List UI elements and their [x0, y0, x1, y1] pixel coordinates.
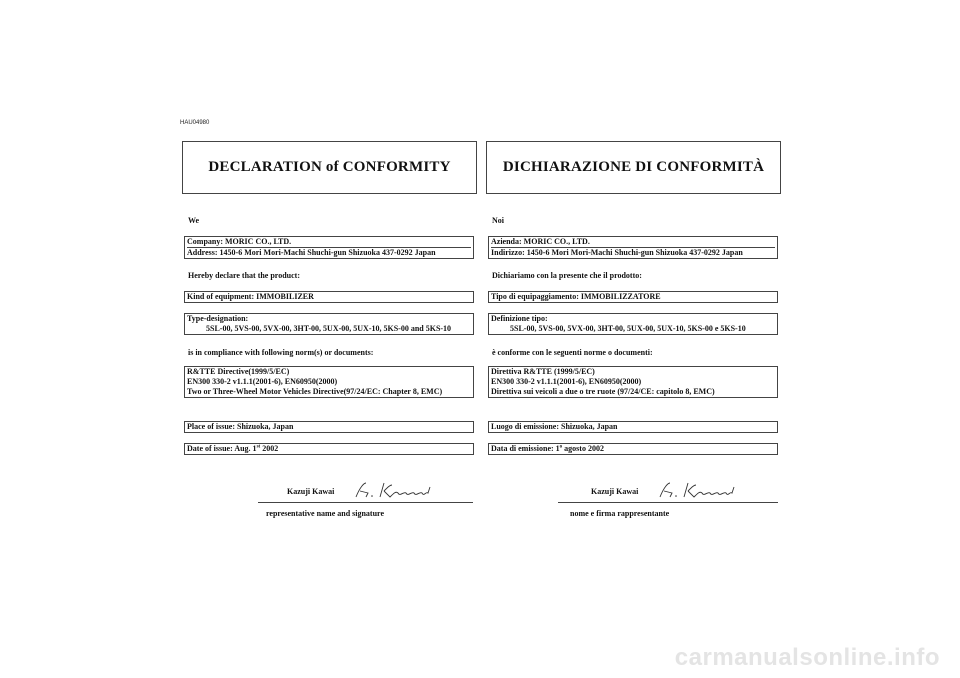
equipment-box — [488, 291, 778, 303]
compliance-text: is in compliance with following norm(s) or documents: — [188, 348, 374, 357]
equipment-line: Kind of equipment: IMMOBILIZER — [187, 292, 314, 301]
signature-caption: representative name and signature — [266, 509, 384, 518]
equipment-line: Tipo di equipaggiamento: IMMOBILIZZATORE — [491, 292, 661, 301]
signature-image — [654, 479, 754, 501]
date-suffix: 2002 — [260, 444, 279, 453]
date-suffix: agosto 2002 — [562, 444, 604, 453]
type-label: Definizione tipo: — [491, 314, 548, 323]
address-line: Address: 1450-6 Mori Mori-Machi Shuchi-gun Shizuoka 437-0292 Japan — [187, 247, 471, 258]
norm-line: Two or Three-Wheel Motor Vehicles Directive(97/24/EC: Chapter 8, EMC) — [187, 387, 443, 396]
type-label: Type-designation: — [187, 314, 249, 323]
document-code: HAU04980 — [180, 120, 210, 126]
signer-name: Kazuji Kawai — [287, 487, 335, 496]
type-value: 5SL-00, 5VS-00, 5VX-00, 3HT-00, 5UX-00, 5UX-10, 5KS-00 e 5KS-10 — [510, 324, 746, 333]
place-box — [184, 421, 474, 433]
signature-caption: nome e firma rappresentante — [570, 509, 670, 518]
declare-text: Dichiariamo con la presente che il prodotto: — [492, 271, 642, 280]
signature-line — [558, 502, 778, 503]
norm-line: EN300 330-2 v1.1.1(2001-6), EN60950(2000) — [187, 377, 338, 386]
norms-box — [488, 366, 778, 398]
address-line: Indirizzo: 1450-6 Mori Mori-Machi Shuchi-gun Shizuoka 437-0292 Japan — [491, 247, 775, 258]
date-sup: st — [256, 444, 261, 450]
company-box — [488, 236, 778, 259]
norm-line: EN300 330-2 v1.1.1(2001-6), EN60950(2000) — [491, 377, 642, 386]
norm-line: Direttiva R&TTE (1999/5/EC) — [491, 367, 595, 376]
place-line: Place of issue: Shizuoka, Japan — [187, 422, 294, 431]
title-box — [182, 141, 477, 194]
page-title: DECLARATION of CONFORMITY — [208, 159, 451, 175]
compliance-text: è conforme con le seguenti norme o documenti: — [492, 348, 653, 357]
date-box — [488, 443, 778, 455]
company-line: Azienda: MORIC CO., LTD. — [491, 237, 590, 246]
we-label: Noi — [492, 216, 504, 225]
company-box — [184, 236, 474, 259]
place-line: Luogo di emissione: Shizuoka, Japan — [491, 422, 618, 431]
type-box — [488, 313, 778, 335]
date-box — [184, 443, 474, 455]
date-prefix: Date of issue: Aug. 1 — [187, 444, 257, 453]
date-sup: o — [559, 444, 563, 450]
date-line — [491, 444, 775, 454]
date-line — [187, 444, 471, 454]
type-box — [184, 313, 474, 335]
signature-line — [258, 502, 473, 503]
type-value: 5SL-00, 5VS-00, 5VX-00, 3HT-00, 5UX-00, 5UX-10, 5KS-00 and 5KS-10 — [206, 324, 452, 333]
we-label: We — [188, 216, 200, 225]
equipment-box — [184, 291, 474, 303]
norm-line: R&TTE Directive(1999/5/EC) — [187, 367, 290, 376]
company-line: Company: MORIC CO., LTD. — [187, 237, 292, 246]
declare-text: Hereby declare that the product: — [188, 271, 300, 280]
date-prefix: Data di emissione: 1 — [491, 444, 560, 453]
signature-image — [350, 479, 450, 501]
watermark: carmanualsonline.info — [674, 644, 940, 671]
place-box — [488, 421, 778, 433]
title-box — [486, 141, 781, 194]
norms-box — [184, 366, 474, 398]
norm-line: Direttiva sui veicoli a due o tre ruote (97/24/CE: capitolo 8, EMC) — [491, 387, 715, 396]
page-title: DICHIARAZIONE DI CONFORMITÀ — [502, 159, 765, 175]
signer-name: Kazuji Kawai — [591, 487, 639, 496]
